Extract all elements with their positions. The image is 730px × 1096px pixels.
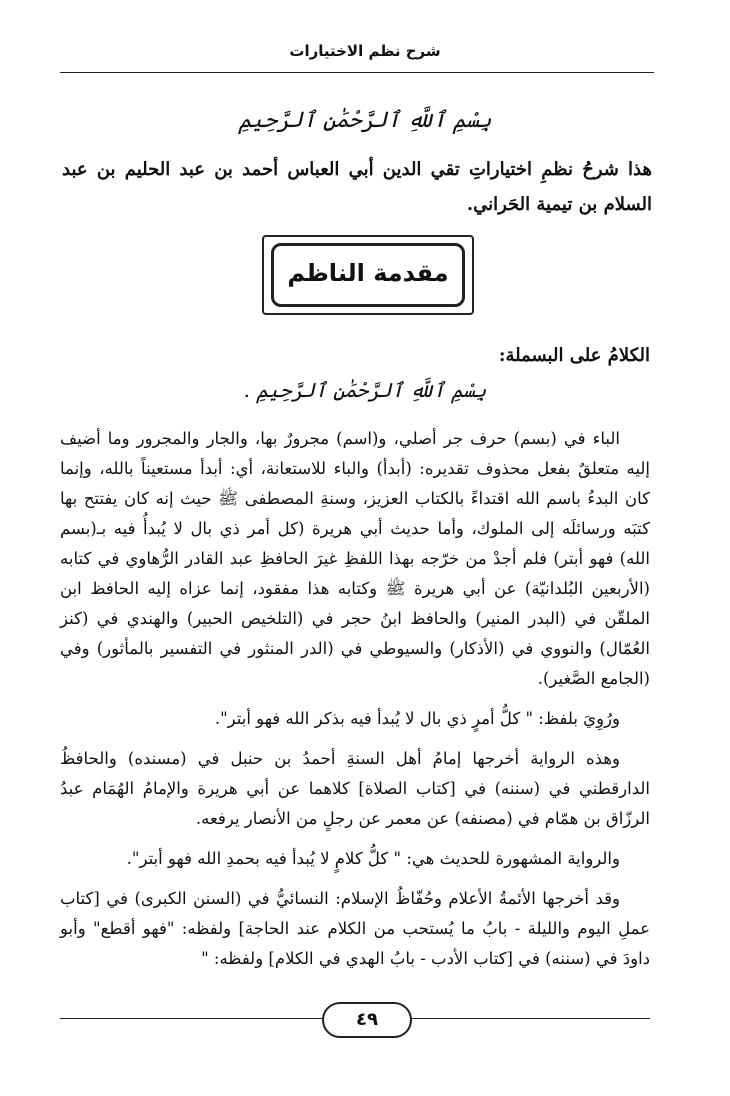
intro-paragraph: هذا شرحُ نظمِ اختياراتِ تقي الدين أبي العباس أحمد بن عبد الحليم بن عبد السلام بن تيمية الحَراني. bbox=[62, 159, 652, 215]
section-title: مقدمة الناظم bbox=[287, 259, 449, 287]
footer-divider-right bbox=[410, 1018, 650, 1019]
basmala-heading: الكلامُ على البسملة: bbox=[498, 345, 650, 366]
body-text bbox=[60, 424, 650, 974]
basmala-calligraphy: بِسْمِ ٱللَّهِ ٱلرَّحْمَٰنِ ٱلرَّحِيمِ bbox=[238, 108, 492, 133]
running-header-title: شرح نظم الاختيارات bbox=[289, 42, 441, 60]
page-number: ٤٩ bbox=[322, 1002, 412, 1038]
section-title-frame bbox=[262, 235, 474, 315]
paragraph-narration-variant: ورُوِيَ بلفظ: " كلُّ أمرٍ ذي بال لا يُبدأ فيه بذكر الله فهو أبتر". bbox=[214, 709, 620, 728]
paragraph-grammar: الباء في (بسم) حرف جر أصلي، و(اسم) مجرورٌ بها، والجار والمجرور وما أضيف إليه متعلقٌ بفعل محذوف تقديره: (أبدأ) والباء للاستعانة، أي: أبدأ مستعيناً بالله، وإنما كان البدءُ باسم الله اقتداءً بالكتاب العزيز، وسنةِ المصطفى ﷺ حيث إنه كان يفتتح بها كتبَه ورسائلَه إلى الملوك، وأما حديث أبي هريرة (كل أمر ذي بال لا يُبدأُ فيه بـ(بسم الله) فهو أبتر) فلم أجدْ من خرّجه بهذا اللفظِ غيرَ الحافظِ عبد القادر الرُّهاوي في كتابه (الأربعين البُلدانيّة) عن أبي هريرة ﷺ وكتابه هذا مفقود، إنما عزاه إليه الحافظ ابن الملقّن في (البدر المنير) والحافظ ابنُ حجر في (التلخيص الحبير) والهندي في (كنز العُمّال) والنووي في (الأذكار) والسيوطي في (الدر المنثور في التفسير بالمأثور) وفي (الجامع الصَّغير). bbox=[60, 429, 650, 688]
basmala-inline: بِسْمِ ٱللَّهِ ٱلرَّحْمَٰنِ ٱلرَّحِيمِ . bbox=[243, 378, 487, 402]
paragraph-famous-narration: والرواية المشهورة للحديث هي: " كلُّ كلامٍ لا يُبدأ فيه بحمدِ الله فهو أبتر". bbox=[126, 849, 620, 868]
paragraph-ahmad-narration: وهذه الرواية أخرجها إمامُ أهل السنةِ أحمدُ بن حنبل في (مسنده) والحافظُ الدارقطني في (سننه) في [كتاب الصلاة] كلاهما عن أبي هريرة والإمامُ الهُمَام عبدُ الرزّاق بن همّام في (مصنفه) عن معمر عن رجلٍ من الأنصار يرفعه. bbox=[60, 749, 650, 828]
paragraph-imams-narration: وقد أخرجها الأئمةُ الأعلام وحُفّاظُ الإسلام: النسائيُّ في (السنن الكبرى) في [كتاب عملِ اليوم والليلة - بابُ ما يُستحب من الكلام عند الحاجة] ولفظه: "فهو أقطع" وأبو داودَ في (سننه) في [كتاب الأدب - بابُ الهدي في الكلام] ولفظه: " bbox=[60, 889, 650, 968]
header-divider bbox=[60, 72, 654, 73]
footer-divider-left bbox=[60, 1018, 322, 1019]
